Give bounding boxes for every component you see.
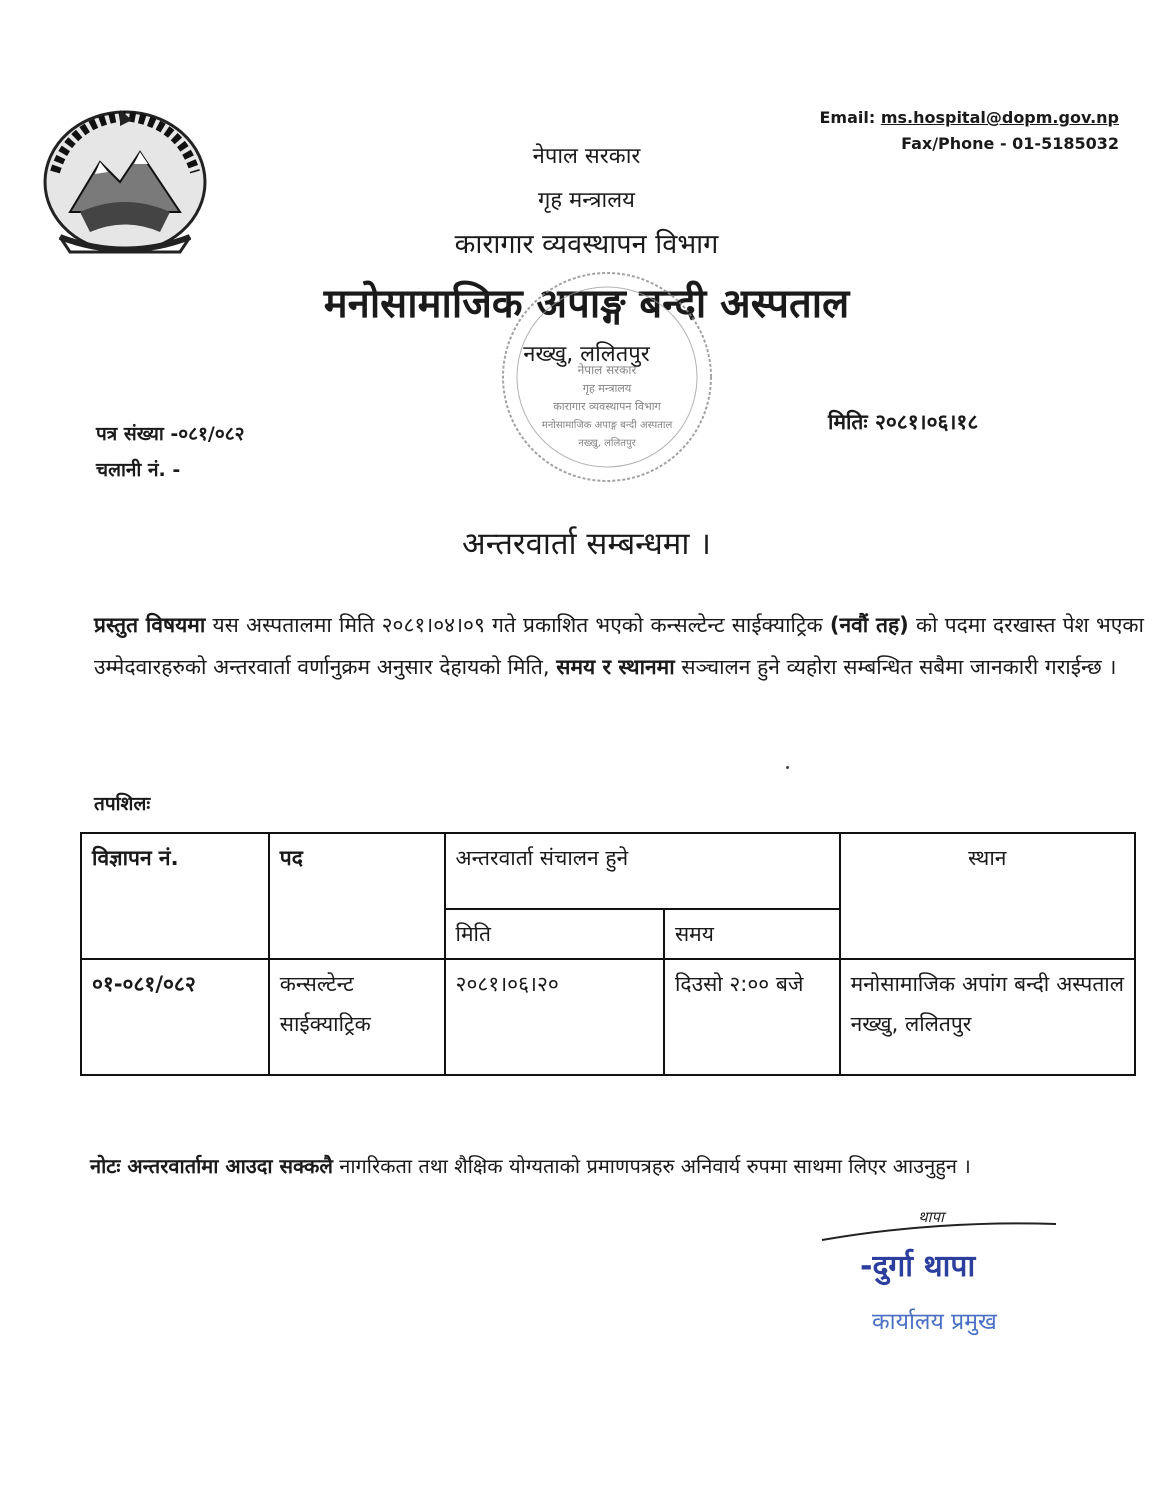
interview-schedule-table — [80, 832, 1136, 1076]
letter-number: पत्र संख्या -०८१/०८२ — [96, 423, 245, 445]
dispatch-number: चलानी नं. - — [96, 459, 181, 481]
stamp-line: नख्खु, ललितपुर — [578, 438, 636, 449]
table-row — [81, 959, 1135, 1075]
stamp-line: मनोसामाजिक अपाङ्ग बन्दी अस्पताल — [541, 420, 673, 431]
body-paragraph: प्रस्तुत विषयमा यस अस्पतालमा मिति २०८१।०४।०९ गते प्रकाशित भएको कन्सल्टेन्ट साईक्याट्रिक (नवौं तह) को पदमा दरखास्त पेश भएका उम्मेदवारहरुको अन्तरवार्ता वर्णानुक्रम अनुसार देहायको मिति, समय र स्थानमा सञ्चालन हुने व्यहोरा सम्बन्धित सबैमा जानकारी गराईन्छ । — [94, 613, 1144, 679]
cell-post: कन्सल्टेन्ट साईक्याट्रिक — [269, 959, 445, 1075]
col-header-venue: स्थान — [840, 833, 1135, 959]
header-department: कारागार व्यवस्थापन विभाग — [454, 229, 719, 260]
details-label: तपशिलः — [94, 793, 151, 815]
subject-heading: अन्तरवार्ता सम्बन्धमा । — [462, 526, 711, 562]
office-stamp — [492, 262, 722, 492]
col-header-interview: अन्तरवार्ता संचालन हुने — [445, 833, 840, 909]
header-hospital-name: मनोसामाजिक अपाङ्ग बन्दी अस्पताल — [323, 281, 850, 327]
col-header-post: पद — [269, 833, 445, 959]
contact-email: Email: ms.hospital@dopm.gov.np — [819, 108, 1119, 127]
col-header-advertisement-no: विज्ञापन नं. — [81, 833, 269, 959]
note-paragraph: नोटः अन्तरवार्तामा आउदा सक्कलै नागरिकता तथा शैक्षिक योग्यताको प्रमाणपत्रहरु अनिवार्य रुपमा साथमा लिएर आउनुहुन । — [90, 1154, 971, 1178]
col-header-date: मिति — [445, 909, 664, 959]
cell-time: दिउसो २:०० बजे — [664, 959, 840, 1075]
cell-venue: मनोसामाजिक अपांग बन्दी अस्पताल नख्खु, ललितपुर — [840, 959, 1135, 1075]
email-link[interactable]: ms.hospital@dopm.gov.np — [880, 108, 1119, 127]
header-ministry: गृह मन्त्रालय — [538, 188, 635, 213]
stamp-line: नेपाल सरकार — [577, 363, 637, 377]
signatory-title: कार्यालय प्रमुख — [872, 1309, 997, 1335]
signatory-name: -दुर्गा थापा — [860, 1249, 976, 1284]
cell-date: २०८१।०६।२० — [445, 959, 664, 1075]
contact-fax-phone: Fax/Phone - 01-5185032 — [901, 134, 1119, 153]
cell-advertisement-no: ०१-०८१/०८२ — [81, 959, 269, 1075]
header-address: नख्खु, ललितपुर — [523, 342, 650, 367]
letter-date: मितिः २०८१।०६।१८ — [828, 410, 979, 434]
header-government: नेपाल सरकार — [532, 144, 641, 169]
svg-text:थापा: थापा — [918, 1208, 944, 1226]
signature-scribble — [820, 1200, 1060, 1250]
col-header-time: समय — [664, 909, 840, 959]
stamp-line: गृह मन्त्रालय — [582, 382, 632, 395]
stamp-line: कारागार व्यवस्थापन विभाग — [553, 400, 661, 413]
